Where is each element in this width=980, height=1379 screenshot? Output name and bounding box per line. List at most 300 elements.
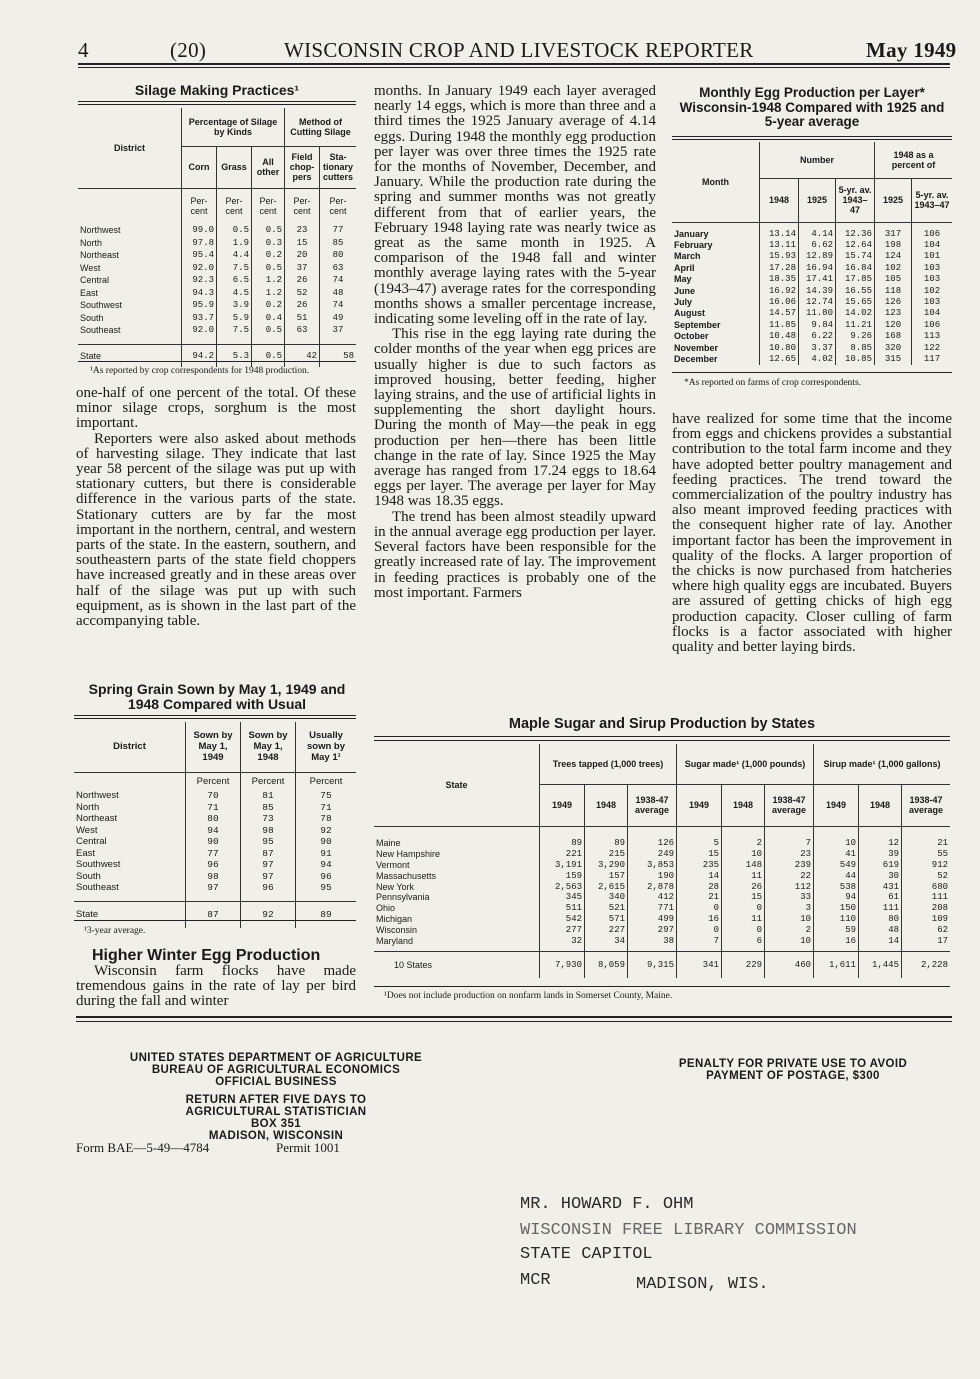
cell: 112 (765, 881, 814, 892)
cell: 1,445 (859, 952, 902, 978)
cell: 94 (814, 892, 859, 903)
cell: 2,563 (540, 881, 585, 892)
cell: 55 (902, 849, 951, 860)
cell: Southwest (80, 300, 123, 311)
table-row (78, 274, 356, 287)
cell: 412 (628, 892, 677, 903)
cell: 0.2 (252, 299, 285, 312)
cell: 0.3 (252, 237, 285, 250)
cell: 2 (722, 838, 765, 849)
col-header-1949: 1949 (814, 784, 859, 826)
col-header-grass: Grass (217, 146, 252, 188)
table-row (374, 870, 950, 881)
cell: 113 (912, 331, 953, 342)
table-row (672, 239, 952, 250)
cell: Northwest (80, 225, 121, 236)
cell: 59 (814, 924, 859, 935)
table-row (672, 319, 952, 330)
cell: 61 (859, 892, 902, 903)
cell: Ohio (376, 903, 396, 914)
cell: 16 (814, 935, 859, 946)
cell: 7 (677, 935, 722, 946)
address-line-name: MR. HOWARD F. OHM (520, 1195, 694, 1214)
cell: 111 (859, 903, 902, 914)
silage-footnote: ¹As reported by crop correspondents for 1948 production. (90, 366, 310, 376)
table-row (672, 274, 952, 285)
table-row (78, 224, 356, 237)
col-header-month: Month (702, 176, 729, 187)
paragraph: have realized for some time that the income from eggs and chickens provides a substantial contribution to the total farm income and they have adopted better poultry management and feeding practices. The trend toward the commercialization of the poultry industry has also meant improved feeding practices with the consequent higher rate of lay. Another important factor has been the improvement in quality of the flocks. A larger proportion of the chicks is now purchased from hatcheries where high quality eggs are incubated. Buyers are assured of getting chicks of high egg production capacity. Closer culling of farm flocks is a factor associated with higher quality and better laying birds. (672, 411, 952, 656)
paragraph: Reporters were also asked about methods of harvesting silage. They indicate that last year 58 percent of the silage was put up with stationary cutters, but there is considerable difference in the various parts of the state. Stationary cutters are by far the most important in the northern, central, and western parts of the state. In the eastern, southern, and southeastern parts of the state field choppers have increased greatly and in these areas over half of the silage was put up with such equipment, as is shown in the last part of the accompanying table. (76, 430, 356, 630)
cell: 297 (628, 924, 677, 935)
footer-rule-thin (76, 1021, 952, 1022)
cell: 17.28 (760, 262, 799, 273)
row-label: 10 States (394, 960, 433, 971)
cell: 94.2 (182, 345, 217, 367)
cell: 5.3 (217, 345, 252, 367)
issue-number: (20) (170, 38, 207, 62)
col-header-number: Number (760, 142, 875, 178)
col-header-1949: 1949 (540, 784, 585, 826)
cell: 12.89 (799, 251, 836, 262)
mailing-line: AGRICULTURAL STATISTICIAN (185, 1106, 367, 1118)
cell: 771 (628, 903, 677, 914)
silage-table-title: Silage Making Practices¹ (134, 82, 300, 98)
cell: 39 (859, 849, 902, 860)
table-rule (374, 736, 950, 737)
cell: 38 (628, 935, 677, 946)
table-rule (672, 372, 952, 373)
table-rule (74, 718, 356, 719)
cell: 126 (875, 296, 912, 307)
cell: 48 (859, 924, 902, 935)
table-row (74, 825, 356, 837)
cell: 103 (912, 274, 953, 285)
cell: 10 (765, 914, 814, 925)
cell: 10.48 (760, 331, 799, 342)
col-header-corn: Corn (182, 146, 217, 188)
cell: Northeast (80, 250, 120, 261)
page-number: 4 (78, 38, 89, 62)
publication-title: WISCONSIN CROP AND LIVESTOCK REPORTER (284, 38, 754, 62)
cell: August (674, 308, 705, 319)
cell: 80 (186, 813, 241, 825)
cell: 62 (902, 924, 951, 935)
cell: 4.5 (217, 287, 252, 300)
col-header-average: 1938-47 average (628, 784, 677, 826)
cell: 14 (859, 935, 902, 946)
cell: 13.14 (760, 228, 799, 239)
cell: February (674, 240, 713, 251)
cell: 78 (296, 813, 357, 825)
cell: 44 (814, 870, 859, 881)
cell: 28 (677, 881, 722, 892)
cell: 13.11 (760, 239, 799, 250)
cell: 168 (875, 331, 912, 342)
cell: 8,059 (585, 952, 628, 978)
cell: 9,315 (628, 952, 677, 978)
table-row (374, 924, 950, 935)
cell: 0 (677, 903, 722, 914)
cell: 34 (585, 935, 628, 946)
table-rule (74, 920, 356, 921)
cell: 95 (296, 882, 357, 894)
cell: 11 (722, 914, 765, 925)
mailing-line: UNITED STATES DEPARTMENT OF AGRICULTURE (129, 1052, 423, 1064)
table-row (374, 860, 950, 871)
table-row (374, 881, 950, 892)
address-line-org: WISCONSIN FREE LIBRARY COMMISSION (520, 1221, 857, 1240)
cell: 239 (765, 860, 814, 871)
cell: 26 (722, 881, 765, 892)
cell: 680 (902, 881, 951, 892)
cell: West (80, 262, 101, 273)
cell: 16.94 (799, 262, 836, 273)
unit-label: Per- cent (285, 188, 320, 224)
cell: 7 (765, 838, 814, 849)
cell: 521 (585, 903, 628, 914)
table-rule (672, 139, 952, 140)
cell: South (80, 312, 104, 323)
cell: 85 (241, 802, 296, 814)
cell: 96 (186, 859, 241, 871)
paragraph: one-half of one percent of the total. Of these minor silage crops, sorghum is the most important. (76, 385, 356, 432)
cell: 1.2 (252, 287, 285, 300)
cell: 90 (186, 836, 241, 848)
cell: 15 (677, 849, 722, 860)
cell: 80 (859, 914, 902, 925)
monthly-egg-table-title: Monthly Egg Production per Layer* Wisconsin-1948 Compared with 1925 and 5-year average (679, 85, 945, 129)
table-rule (74, 715, 356, 716)
maple-table-title: Maple Sugar and Sirup Production by States (508, 716, 816, 732)
address-line-route: MCR (520, 1271, 551, 1290)
cell: 99.0 (182, 224, 217, 237)
table-row (672, 285, 952, 296)
cell: 11.80 (799, 308, 836, 319)
col-header-all-other: All other (252, 146, 285, 188)
issue-date: May 1949 (866, 38, 957, 62)
cell: 0 (722, 924, 765, 935)
col-header-trees: Trees tapped (1,000 trees) (540, 744, 677, 784)
table-row (672, 262, 952, 273)
cell: New Hampshire (376, 849, 441, 860)
cell: 227 (585, 924, 628, 935)
table-row (374, 935, 950, 946)
cell: East (76, 847, 96, 859)
cell: 14.39 (799, 285, 836, 296)
mailing-line: BOX 351 (250, 1118, 302, 1130)
right-column-text (672, 412, 952, 655)
cell: 4.4 (217, 249, 252, 262)
col-header-1948: 1948 (585, 784, 628, 826)
col-header-sugar: Sugar made¹ (1,000 pounds) (677, 744, 814, 784)
cell: Central (76, 836, 107, 848)
table-row (374, 892, 950, 903)
col-header-district: District (113, 142, 145, 153)
cell: 15.93 (760, 251, 799, 262)
cell: 221 (540, 849, 585, 860)
cell: 215 (585, 849, 628, 860)
cell: 10.80 (760, 342, 799, 353)
cell: 249 (628, 849, 677, 860)
cell: 49 (320, 312, 357, 325)
permit-number: Permit 1001 (276, 1140, 340, 1155)
cell: 20 (285, 249, 320, 262)
cell: 18.35 (760, 274, 799, 285)
cell: 73 (241, 813, 296, 825)
cell: 14.57 (760, 308, 799, 319)
cell: 277 (540, 924, 585, 935)
cell: June (674, 285, 696, 296)
cell: 90 (296, 836, 357, 848)
cell: Wisconsin (376, 924, 418, 935)
table-row (78, 262, 356, 275)
cell: 7,930 (540, 952, 585, 978)
col-header-1925-pct: 1925 (875, 178, 912, 222)
cell: 74 (320, 299, 357, 312)
cell: September (674, 319, 721, 330)
cell: 94.3 (182, 287, 217, 300)
col-header-sirup: Sirup made¹ (1,000 gallons) (814, 744, 951, 784)
cell: 3.9 (217, 299, 252, 312)
col-header-1948: 1948 (859, 784, 902, 826)
cell: 21 (902, 838, 951, 849)
header-rule-thin (78, 67, 950, 68)
cell: July (674, 297, 693, 308)
table-row (78, 299, 356, 312)
cell: 7.5 (217, 262, 252, 275)
cell: 122 (912, 342, 953, 353)
unit-label: Percent (296, 772, 357, 790)
col-header-1948: 1948 (722, 784, 765, 826)
cell: 95.9 (182, 299, 217, 312)
cell: 0.4 (252, 312, 285, 325)
cell: 16 (677, 914, 722, 925)
col-header-percent-of: 1948 as a percent of (875, 142, 953, 178)
cell: 91 (296, 848, 357, 860)
cell: 16.92 (760, 285, 799, 296)
cell: 9.84 (799, 319, 836, 330)
table-row (74, 836, 356, 848)
cell: 92.3 (182, 274, 217, 287)
cell: Northeast (76, 813, 118, 825)
cell: 52 (902, 870, 951, 881)
cell: April (674, 262, 695, 273)
cell: 51 (285, 312, 320, 325)
col-header-usual: Usually sown by May 1¹ (296, 722, 357, 772)
cell: 95 (241, 836, 296, 848)
cell: 92 (241, 902, 296, 928)
cell: 52 (285, 287, 320, 300)
cell: 10 (814, 838, 859, 849)
paragraph: Wisconsin farm flocks have made tremendous gains in the rate of lay per bird during the fall and winter (76, 963, 356, 1010)
cell: 105 (875, 274, 912, 285)
cell: 26 (285, 299, 320, 312)
cell: Southeast (76, 882, 119, 894)
cell: 101 (912, 251, 953, 262)
cell: Central (80, 275, 110, 286)
table-row (672, 296, 952, 307)
cell: 11 (722, 870, 765, 881)
cell: October (674, 331, 709, 342)
col-header-5yr: 5-yr. av. 1943–47 (836, 178, 875, 222)
cell: 12.64 (836, 239, 875, 250)
maple-table (374, 744, 950, 978)
col-header-average: 1938-47 average (765, 784, 814, 826)
cell: 2,878 (628, 881, 677, 892)
cell: Michigan (376, 913, 413, 924)
cell: 6.62 (799, 239, 836, 250)
cell: 22 (765, 870, 814, 881)
cell: 148 (722, 860, 765, 871)
cell: 10.85 (836, 353, 875, 364)
cell: 92.0 (182, 324, 217, 337)
cell: 8.85 (836, 342, 875, 353)
cell: 571 (585, 914, 628, 925)
address-line-city: MADISON, WIS. (636, 1275, 769, 1294)
form-number: Form BAE—5-49—4784 (76, 1140, 210, 1155)
cell: 118 (875, 285, 912, 296)
cell: 9.26 (836, 331, 875, 342)
cell: 71 (186, 802, 241, 814)
cell: 81 (241, 790, 296, 802)
cell: 3,191 (540, 860, 585, 871)
cell: 0.5 (252, 224, 285, 237)
spring-grain-table (74, 722, 356, 928)
mailing-line: OFFICIAL BUSINESS (215, 1076, 337, 1088)
cell: May (674, 274, 692, 285)
cell: 1.9 (217, 237, 252, 250)
cell: 92.0 (182, 262, 217, 275)
cell: 2,228 (902, 952, 951, 978)
cell: 23 (765, 849, 814, 860)
cell: 94 (186, 825, 241, 837)
mailing-line: PENALTY FOR PRIVATE USE TO AVOID (678, 1058, 908, 1070)
table-row (672, 353, 952, 364)
row-label: State (80, 350, 102, 361)
unit-label: Per- cent (252, 188, 285, 224)
table-row (78, 324, 356, 337)
table-row (78, 249, 356, 262)
cell: 499 (628, 914, 677, 925)
col-header-pct-kinds: Percentage of Silage by Kinds (182, 108, 285, 146)
egg-article-heading: Higher Winter Egg Production (92, 947, 321, 964)
table-row (672, 331, 952, 342)
cell: 1,611 (814, 952, 859, 978)
cell: 26 (285, 274, 320, 287)
cell: 96 (241, 882, 296, 894)
cell: 549 (814, 860, 859, 871)
cell: 345 (540, 892, 585, 903)
cell: 15 (722, 892, 765, 903)
table-row (374, 838, 950, 849)
cell: January (674, 228, 709, 239)
table-row (672, 342, 952, 353)
cell: 0.5 (252, 345, 285, 367)
table-rule (78, 361, 356, 362)
cell: South (76, 870, 101, 882)
cell: North (76, 801, 100, 813)
cell: 102 (912, 285, 953, 296)
cell: 110 (814, 914, 859, 925)
cell: 87 (186, 902, 241, 928)
cell: December (674, 353, 718, 364)
col-header-1949: 1949 (677, 784, 722, 826)
cell: 94 (296, 859, 357, 871)
table-row (74, 802, 356, 814)
header-rule (78, 63, 950, 65)
cell: 23 (285, 224, 320, 237)
cell: 85 (320, 237, 357, 250)
spring-grain-table-title: Spring Grain Sown by May 1, 1949 and 1948 Compared with Usual (88, 681, 346, 712)
cell: 37 (285, 262, 320, 275)
cell: Maine (376, 838, 401, 849)
table-row (78, 312, 356, 325)
cell: New York (376, 881, 415, 892)
cell: 80 (320, 249, 357, 262)
col-header-district: District (113, 741, 146, 753)
cell: 3.37 (799, 342, 836, 353)
table-row (74, 848, 356, 860)
cell: 5 (677, 838, 722, 849)
cell: 103 (912, 296, 953, 307)
cell: 17.41 (799, 274, 836, 285)
cell: 4.14 (799, 228, 836, 239)
cell: 120 (875, 319, 912, 330)
table-row (672, 228, 952, 239)
cell: 17 (902, 935, 951, 946)
cell: 106 (912, 319, 953, 330)
cell: 235 (677, 860, 722, 871)
cell: 104 (912, 308, 953, 319)
col-header-average: 1938-47 average (902, 784, 951, 826)
cell: 157 (585, 870, 628, 881)
cell: North (80, 237, 103, 248)
cell: 5.9 (217, 312, 252, 325)
cell: 10 (722, 849, 765, 860)
cell: 33 (765, 892, 814, 903)
cell: 1.2 (252, 274, 285, 287)
cell: 111 (902, 892, 951, 903)
cell: 30 (859, 870, 902, 881)
cell: 21 (677, 892, 722, 903)
cell: 75 (296, 790, 357, 802)
cell: 11.21 (836, 319, 875, 330)
cell: 71 (296, 802, 357, 814)
cell: 198 (875, 239, 912, 250)
cell: 77 (320, 224, 357, 237)
cell: 315 (875, 353, 912, 364)
paragraph: The trend has been almost steadily upward in the annual average egg production per layer. Several factors have been responsible for the greatly increased rate of lay. The improvement in feeding practices is probably one of the most important. Farmers (374, 508, 656, 601)
state-row (78, 345, 356, 367)
cell: 3,853 (628, 860, 677, 871)
unit-label: Per- cent (182, 188, 217, 224)
total-row (374, 952, 950, 978)
cell: 317 (875, 228, 912, 239)
table-row (74, 790, 356, 802)
cell: 3,290 (585, 860, 628, 871)
cell: Southeast (80, 325, 121, 336)
cell: 12.74 (799, 296, 836, 307)
cell: Maryland (376, 935, 414, 946)
cell: 12.36 (836, 228, 875, 239)
cell: 95.4 (182, 249, 217, 262)
cell: East (80, 287, 99, 298)
left-column-text (76, 386, 356, 629)
cell: 12.65 (760, 353, 799, 364)
footer-rule (76, 1016, 952, 1018)
cell: 92 (296, 825, 357, 837)
